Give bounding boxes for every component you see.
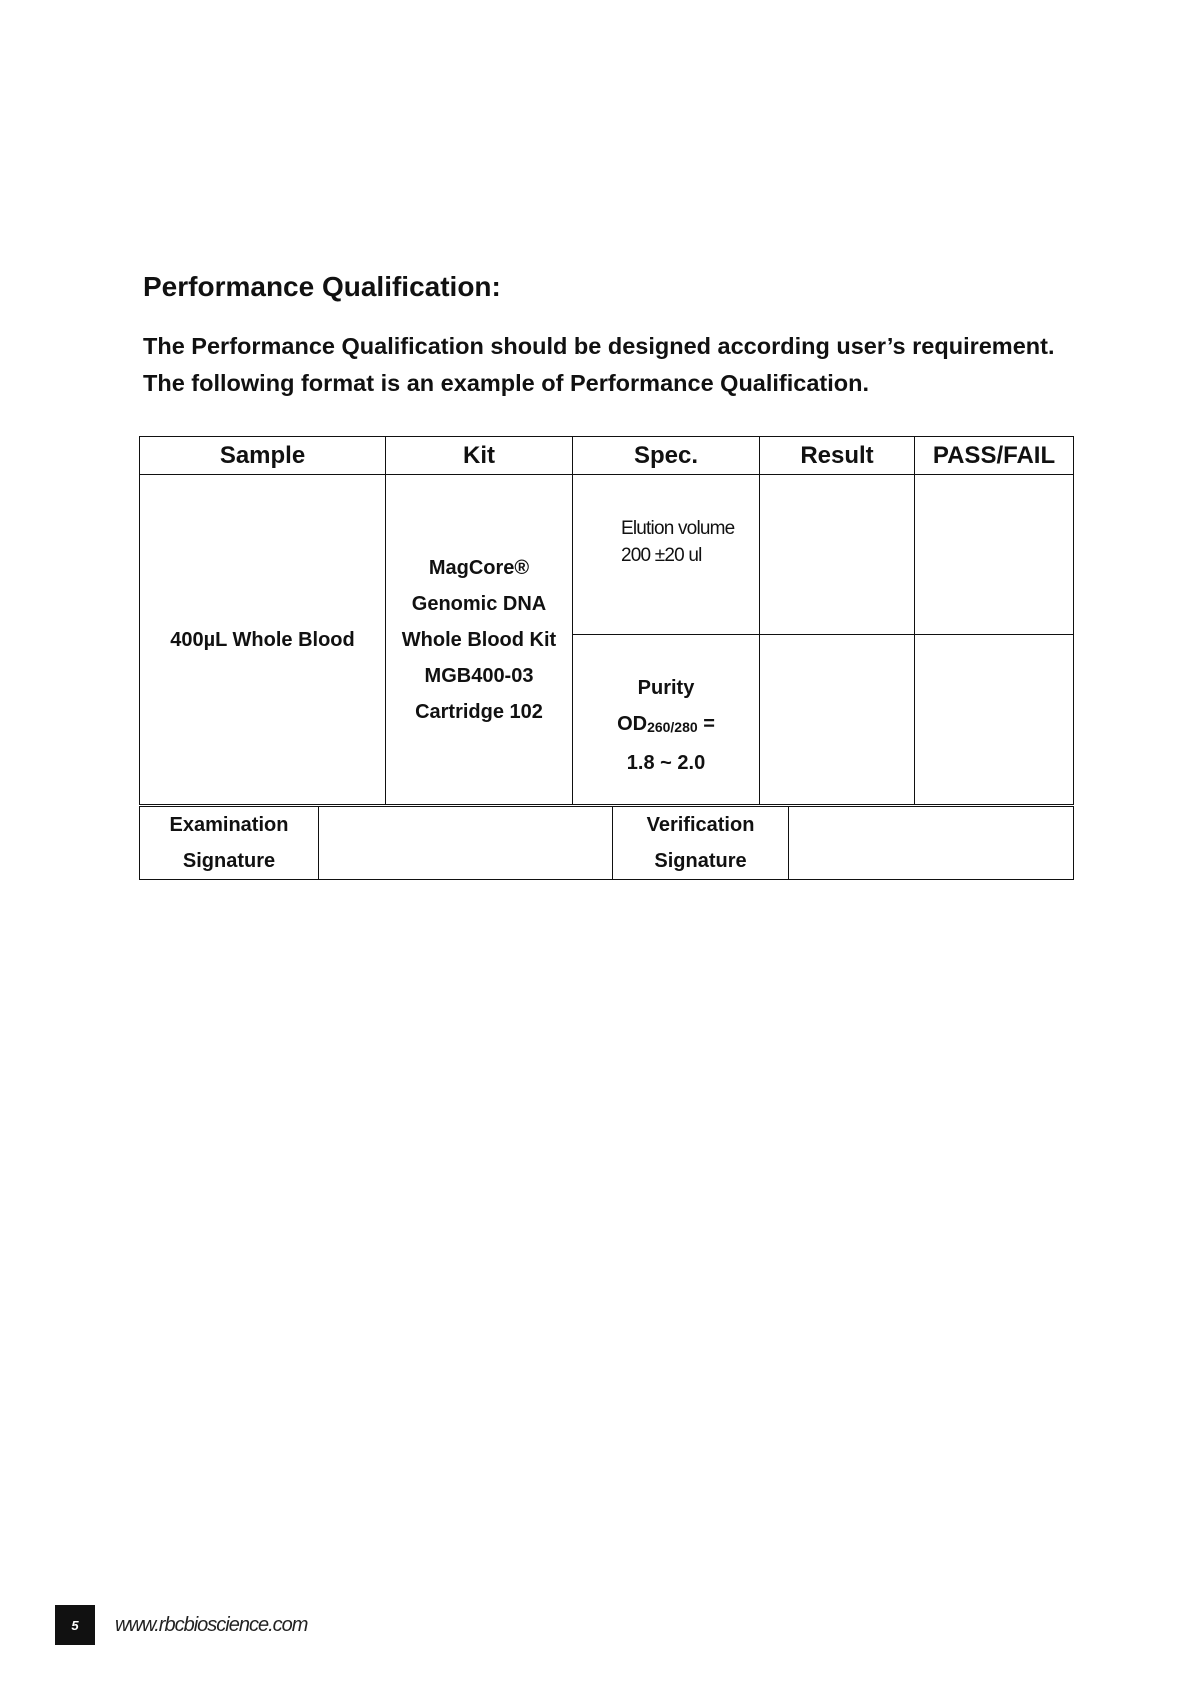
verification-signature-label — [613, 807, 789, 880]
kit-cell — [386, 475, 573, 805]
purity-label: Purity — [637, 677, 695, 699]
page-number: 5 — [55, 1605, 95, 1645]
kit-line: Whole Blood Kit — [401, 628, 557, 651]
signature-row — [140, 807, 1074, 880]
signature-table — [139, 806, 1074, 880]
label-line: Examination — [169, 814, 289, 836]
purity-od — [573, 706, 759, 745]
sample-cell: 400µL Whole Blood — [140, 475, 386, 805]
verification-signature-field[interactable] — [789, 807, 1074, 880]
intro-text — [143, 328, 1123, 402]
spec-elution-cell — [573, 475, 760, 635]
intro-line-1: The Performance Qualification should be designed according user’s requirement. — [143, 333, 1055, 359]
kit-line: MGB400-03 — [424, 664, 534, 687]
header-pass-fail: PASS/FAIL — [915, 437, 1074, 475]
od-subscript: 260/280 — [647, 719, 698, 735]
purity-range: 1.8 ~ 2.0 — [626, 752, 706, 774]
pass-fail-cell-elution[interactable] — [915, 475, 1074, 635]
elution-value: 200 ±20 ul — [621, 545, 702, 566]
result-cell-purity[interactable] — [760, 635, 915, 805]
kit-line: Cartridge 102 — [415, 700, 543, 723]
kit-line: Genomic DNA — [411, 592, 547, 615]
header-sample: Sample — [140, 437, 386, 475]
od-suffix: = — [697, 713, 715, 735]
label-line: Signature — [654, 850, 747, 872]
label-line: Signature — [182, 850, 276, 872]
kit-line: MagCore® — [428, 556, 530, 579]
header-spec: Spec. — [573, 437, 760, 475]
website-link[interactable]: www.rbcbioscience.com — [115, 1614, 308, 1636]
intro-line-2: The following format is an example of Performance Qualification. — [143, 370, 870, 396]
table-row — [140, 475, 1074, 635]
elution-label: Elution volume — [621, 518, 735, 539]
pass-fail-cell-purity[interactable] — [915, 635, 1074, 805]
label-line: Verification — [646, 814, 755, 836]
examination-signature-field[interactable] — [319, 807, 613, 880]
qualification-table — [139, 436, 1074, 805]
page-title: Performance Qualification: — [143, 271, 501, 302]
od-text: OD — [617, 713, 648, 735]
result-cell-elution[interactable] — [760, 475, 915, 635]
header-kit: Kit — [386, 437, 573, 475]
examination-signature-label — [140, 807, 319, 880]
table-header-row — [140, 437, 1074, 475]
spec-purity-cell — [573, 635, 760, 805]
header-result: Result — [760, 437, 915, 475]
